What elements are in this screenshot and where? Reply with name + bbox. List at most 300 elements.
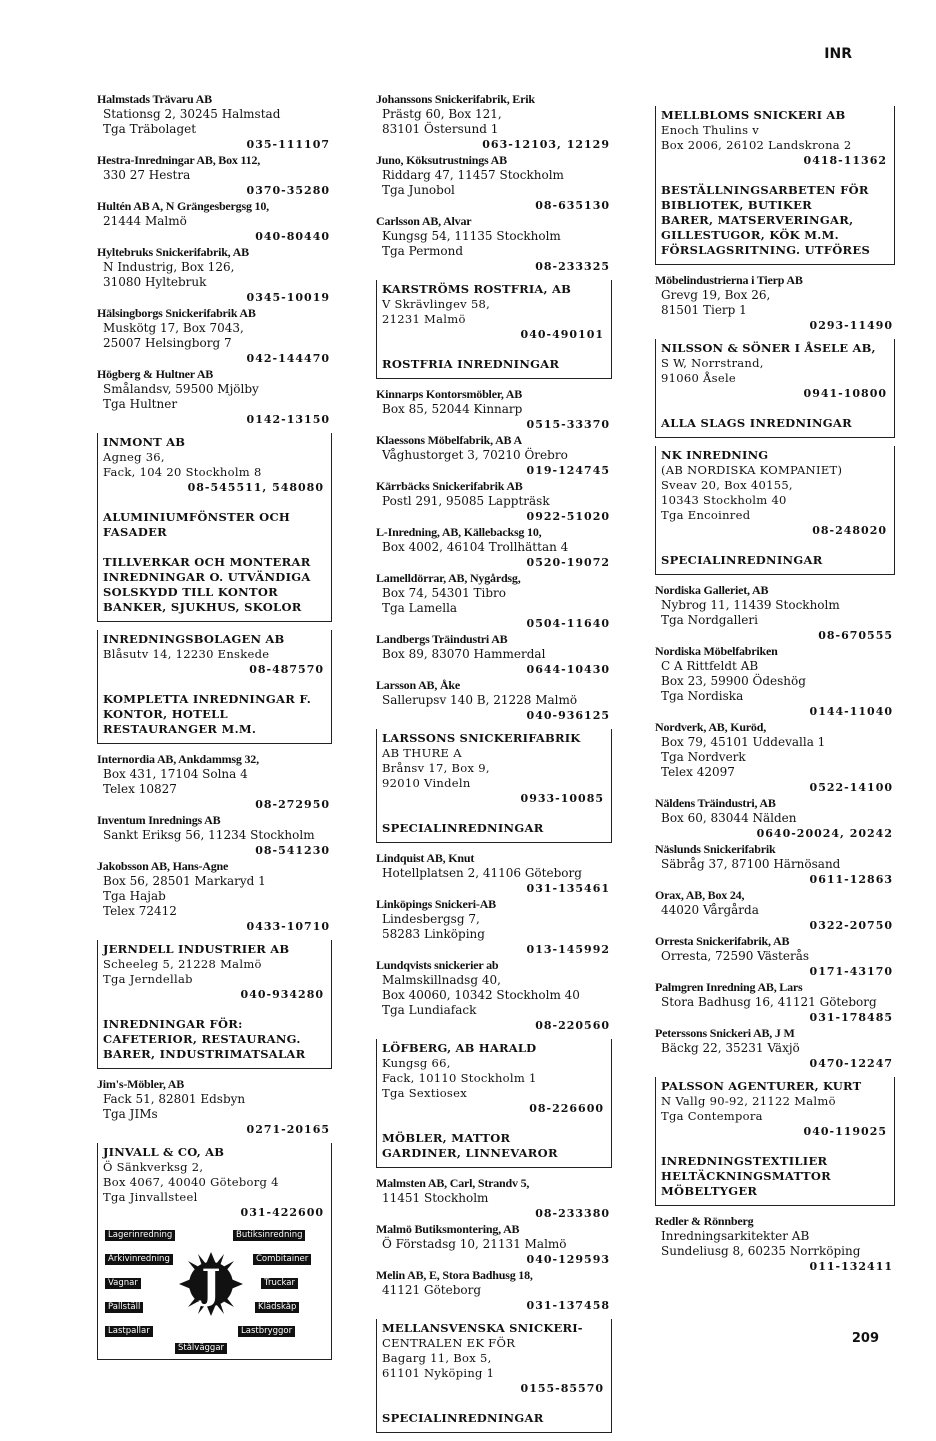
page-number: 209 (851, 1331, 879, 1346)
listing-line: Riddarg 47, 11457 Stockholm (382, 168, 564, 182)
advert-title: INREDNINGSBOLAGEN AB (103, 632, 285, 646)
listing-line: Muskötg 17, Box 7043, (103, 321, 244, 335)
listing-entry (97, 306, 332, 366)
advert-line: Fack, 10110 Stockholm 1 (382, 1071, 537, 1085)
advert-phone: 08-248020 (812, 524, 887, 537)
advert-text: KONTOR, HOTELL (103, 707, 228, 721)
listing-entry (376, 1222, 612, 1267)
listing-line: Box 85, 52044 Kinnarp (382, 402, 523, 416)
listing-name: Möbelindustrierna i Tierp AB (655, 273, 803, 287)
listing-name: Linköpings Snickeri-AB (376, 897, 496, 911)
advert-text: ALUMINIUMFÖNSTER OCH (103, 510, 291, 524)
logo-tag: Arkivinredning (105, 1254, 173, 1265)
listing-name: Malmsten AB, Carl, Strandv 5, (376, 1176, 530, 1190)
listing-phone: 0640-20024, 20242 (756, 827, 893, 840)
advert-title: INMONT AB (103, 435, 186, 449)
listing-line: N Industrig, Box 126, (103, 260, 235, 274)
listing-name: Nordiska Möbelfabriken (655, 644, 778, 658)
listing-phone: 0611-12863 (809, 873, 893, 886)
listing-line: Hotellplatsen 2, 41106 Göteborg (382, 866, 582, 880)
advert-line: Fack, 104 20 Stockholm 8 (103, 465, 262, 479)
listing-entry (376, 571, 612, 631)
advert-title: NK INREDNING (661, 448, 769, 462)
listing-phone: 0922-51020 (526, 510, 610, 523)
listing-line: Stationsg 2, 30245 Halmstad (103, 107, 281, 121)
listing-line: 81501 Tierp 1 (661, 303, 747, 317)
advert-box (97, 433, 332, 622)
advert-title: MELLBLOMS SNICKERI AB (661, 108, 846, 122)
listing-name: Palmgren Inredning AB, Lars (655, 980, 803, 994)
listing-phone: 0345-10019 (246, 291, 330, 304)
entries-group (655, 1214, 895, 1274)
advert-line: Kungsg 66, (382, 1056, 451, 1070)
logo-tag: Pallställ (105, 1302, 143, 1313)
listing-line: Tga Nordiska (661, 689, 744, 703)
listing-name: Peterssons Snickeri AB, J M (655, 1026, 795, 1040)
advert-text: SPECIALINREDNINGAR (661, 553, 823, 567)
spacer (661, 401, 889, 416)
listing-phone: 0644-10430 (526, 663, 610, 676)
listing-phone: 0520-19072 (526, 556, 610, 569)
listing-phone: 08-233380 (535, 1207, 610, 1220)
advert-line: S W, Norrstrand, (661, 356, 764, 370)
listing-entry (376, 1268, 612, 1313)
listing-line: Orresta, 72590 Västerås (661, 949, 810, 963)
logo-tag: Klädskåp (255, 1302, 299, 1313)
listing-line: Box 56, 28501 Markaryd 1 (103, 874, 266, 888)
spacer (661, 1139, 889, 1154)
entries-group (376, 92, 612, 274)
listing-line: Box 89, 83070 Hammerdal (382, 647, 546, 661)
spacer (103, 677, 326, 692)
listing-phone: 08-635130 (535, 199, 610, 212)
column-1 (97, 92, 332, 1368)
advert-text: SPECIALINREDNINGAR (382, 1411, 544, 1425)
advert-box (97, 630, 332, 744)
listing-line: 11451 Stockholm (382, 1191, 489, 1205)
listing-name: Näslunds Snickerifabrik (655, 842, 776, 856)
listing-phone: 08-233325 (535, 260, 610, 273)
entries-group (376, 387, 612, 723)
listing-phone: 042-144470 (246, 352, 330, 365)
listing-entry (376, 387, 612, 432)
entries-group (376, 1176, 612, 1313)
spacer (382, 1396, 606, 1411)
listing-line: Tga JIMs (103, 1107, 158, 1121)
advert-line: Brånsv 17, Box 9, (382, 761, 490, 775)
advert-phone: 0933-10085 (520, 792, 604, 805)
listing-name: Hyltebruks Snickerifabrik, AB (97, 245, 249, 259)
advert-text: ALLA SLAGS INREDNINGAR (661, 416, 852, 430)
listing-line: 31080 Hyltebruk (103, 275, 207, 289)
logo-tag: Lastbryggor (238, 1326, 295, 1337)
listing-entry (655, 583, 895, 643)
listing-entry (376, 632, 612, 677)
advert-line: Tga Jinvallsteel (103, 1190, 198, 1204)
listing-entry (97, 245, 332, 305)
advert-text: GILLESTUGOR, KÖK M.M. (661, 228, 839, 242)
listing-phone: 0370-35280 (246, 184, 330, 197)
listing-line: Tga Träbolaget (103, 122, 197, 136)
advert-box (655, 339, 895, 438)
advert-line: 92010 Vindeln (382, 776, 471, 790)
advert-line: Tga Contempora (661, 1109, 763, 1123)
listing-name: Nordiska Galleriet, AB (655, 583, 769, 597)
listing-entry (97, 752, 332, 812)
listing-name: Hälsingborgs Snickerifabrik AB (97, 306, 256, 320)
listing-phone: 011-132411 (809, 1260, 893, 1273)
listing-line: 41121 Göteborg (382, 1283, 482, 1297)
advert-box (655, 446, 895, 575)
listing-line: Box 79, 45101 Uddevalla 1 (661, 735, 826, 749)
listing-line: 25007 Helsingborg 7 (103, 336, 232, 350)
advert-text: MÖBELTYGER (661, 1184, 758, 1198)
listing-name: Kinnarps Kontorsmöbler, AB (376, 387, 523, 401)
listing-phone: 040-80440 (255, 230, 330, 243)
advert-line: V Skrävlingev 58, (382, 297, 491, 311)
listing-name: Orresta Snickerifabrik, AB (655, 934, 790, 948)
logo-tag: Butiksinredning (233, 1230, 305, 1241)
listing-line: Box 40060, 10342 Stockholm 40 (382, 988, 580, 1002)
entries-group (97, 752, 332, 934)
listing-line: Tga Lamella (382, 601, 458, 615)
advert-phone: 040-119025 (803, 1125, 887, 1138)
listing-entry (376, 479, 612, 524)
advert-line: Scheeleg 5, 21228 Malmö (103, 957, 262, 971)
listing-name: Orax, AB, Box 24, (655, 888, 745, 902)
listing-line: Malmskillnadsg 40, (382, 973, 501, 987)
spacer (103, 495, 326, 510)
listing-phone: 08-670555 (818, 629, 893, 642)
advert-phone: 031-422600 (240, 1206, 324, 1219)
advert-line: Tga Jerndellab (103, 972, 193, 986)
listing-line: Tga Junobol (382, 183, 455, 197)
listing-name: Internordia AB, Ankdammsg 32, (97, 752, 259, 766)
advert-text: GARDINER, LINNEVAROR (382, 1146, 558, 1160)
listing-line: 21444 Malmö (103, 214, 187, 228)
listing-line: Sallerupsv 140 B, 21228 Malmö (382, 693, 578, 707)
listing-line: Box 60, 83044 Nälden (661, 811, 797, 825)
listing-phone: 0142-13150 (246, 413, 330, 426)
listing-line: Box 23, 59900 Ödeshög (661, 674, 806, 688)
advert-line: 91060 Åsele (661, 371, 737, 385)
jinvall-logo (103, 1222, 326, 1357)
listing-phone: 019-124745 (526, 464, 610, 477)
advert-box (376, 280, 612, 379)
listing-phone: 0322-20750 (809, 919, 893, 932)
listing-line: Bäckg 22, 35231 Växjö (661, 1041, 800, 1055)
listing-phone: 0144-11040 (809, 705, 893, 718)
listing-phone: 031-135461 (526, 882, 610, 895)
listing-entry (655, 934, 895, 979)
listing-entry (97, 92, 332, 152)
spacer (103, 1002, 326, 1017)
listing-line: Tga Hajab (103, 889, 166, 903)
listing-name: Hultén AB A, N Grängesbergsg 10, (97, 199, 269, 213)
advert-phone: 0155-85570 (520, 1382, 604, 1395)
listing-name: Halmstads Trävaru AB (97, 92, 212, 106)
advert-box (376, 729, 612, 843)
advert-phone: 040-490101 (520, 328, 604, 341)
listing-phone: 013-145992 (526, 943, 610, 956)
logo-tag: Stålväggar (175, 1343, 227, 1354)
advert-text: ROSTFRIA INREDNINGAR (382, 357, 560, 371)
advert-phone: 08-487570 (249, 663, 324, 676)
listing-name: Jim's-Möbler, AB (97, 1077, 185, 1091)
listing-phone: 08-272950 (255, 798, 330, 811)
spacer (382, 806, 606, 821)
listing-line: Telex 42097 (661, 765, 735, 779)
listing-line: Stora Badhusg 16, 41121 Göteborg (661, 995, 877, 1009)
listing-entry (376, 1176, 612, 1221)
advert-line: Tga Sextiosex (382, 1086, 468, 1100)
listing-phone: 0271-20165 (246, 1123, 330, 1136)
listing-entry (655, 1214, 895, 1274)
spacer (382, 342, 606, 357)
advert-text: KOMPLETTA INREDNINGAR F. (103, 692, 312, 706)
spacer (661, 538, 889, 553)
advert-title: PALSSON AGENTURER, KURT (661, 1079, 862, 1093)
listing-entry (655, 720, 895, 795)
listing-entry (655, 980, 895, 1025)
advert-line: CENTRALEN EK FÖR (382, 1336, 516, 1350)
entries-group (376, 851, 612, 1033)
entries-group (655, 583, 895, 1071)
listing-name: Näldens Träindustri, AB (655, 796, 776, 810)
listing-entry (97, 859, 332, 934)
listing-line: Sundeliusg 8, 60235 Norrköping (661, 1244, 861, 1258)
listing-name: Redler & Rönnberg (655, 1214, 754, 1228)
listing-name: Lindquist AB, Knut (376, 851, 475, 865)
logo-tag: Truckar (261, 1278, 298, 1289)
logo-tag: Lagerinredning (105, 1230, 175, 1241)
listing-line: Postl 291, 95085 Lappträsk (382, 494, 550, 508)
logo-tag: Vagnar (105, 1278, 141, 1289)
listing-entry (376, 851, 612, 896)
column-2 (376, 92, 612, 1441)
advert-text: RESTAURANGER M.M. (103, 722, 257, 736)
entries-group (655, 273, 895, 333)
listing-entry (376, 678, 612, 723)
listing-name: Inventum Inrednings AB (97, 813, 221, 827)
advert-text: INREDNINGSTEXTILIER (661, 1154, 828, 1168)
listing-line: Ö Förstadsg 10, 21131 Malmö (382, 1237, 567, 1251)
listing-name: Melin AB, E, Stora Badhusg 18, (376, 1268, 533, 1282)
advert-line: Box 2006, 26102 Landskrona 2 (661, 138, 852, 152)
listing-line: Smålandsv, 59500 Mjölby (103, 382, 259, 396)
advert-text: INREDNINGAR FÖR: (103, 1017, 243, 1031)
listing-entry (97, 1077, 332, 1137)
advert-title: KARSTRÖMS ROSTFRIA, AB (382, 282, 571, 296)
advert-title: JERNDELL INDUSTRIER AB (103, 942, 290, 956)
listing-entry (97, 367, 332, 427)
advert-text: BESTÄLLNINGSARBETEN FÖR (661, 183, 869, 197)
listing-line: Telex 10827 (103, 782, 177, 796)
listing-name: Lamelldörrar, AB, Nygårdsg, (376, 571, 521, 585)
section-header: INR (824, 46, 852, 62)
listing-entry (97, 153, 332, 198)
advert-line: Enoch Thulins v (661, 123, 760, 137)
advert-box (655, 1077, 895, 1206)
listing-name: Hestra-Inredningar AB, Box 112, (97, 153, 261, 167)
listing-phone: 035-111107 (246, 138, 330, 151)
listing-name: Carlsson AB, Alvar (376, 214, 472, 228)
advert-line: Sveav 20, Box 40155, (661, 478, 793, 492)
advert-text: BANKER, SJUKHUS, SKOLOR (103, 600, 302, 614)
listing-line: Lindesbergsg 7, (382, 912, 480, 926)
advert-text: BIBLIOTEK, BUTIKER (661, 198, 813, 212)
advert-line: Blåsutv 14, 12230 Enskede (103, 647, 270, 661)
advert-box (97, 1143, 332, 1360)
listing-entry (376, 214, 612, 274)
advert-text: MÖBLER, MATTOR (382, 1131, 511, 1145)
advert-line: Ö Sänkverksg 2, (103, 1160, 204, 1174)
logo-tag: Combitainer (253, 1254, 311, 1265)
listing-phone: 0522-14100 (809, 781, 893, 794)
advert-text: FASADER (103, 525, 168, 539)
listing-line: Tga Lundiafack (382, 1003, 477, 1017)
advert-phone: 0418-11362 (803, 154, 887, 167)
listing-entry (376, 153, 612, 213)
advert-text: SOLSKYDD TILL KONTOR (103, 585, 279, 599)
listing-phone: 0293-11490 (809, 319, 893, 332)
listing-phone: 0433-10710 (246, 920, 330, 933)
advert-phone: 08-226600 (529, 1102, 604, 1115)
advert-box (97, 940, 332, 1069)
advert-line: Bagarg 11, Box 5, (382, 1351, 492, 1365)
listing-name: Jakobsson AB, Hans-Agne (97, 859, 229, 873)
listing-line: Grevg 19, Box 26, (661, 288, 771, 302)
listing-line: Box 431, 17104 Solna 4 (103, 767, 248, 781)
listing-line: C A Rittfeldt AB (661, 659, 759, 673)
entries-group (97, 1077, 332, 1137)
listing-entry (376, 92, 612, 152)
listing-line: Sankt Eriksg 56, 11234 Stockholm (103, 828, 315, 842)
advert-line: N Vallg 90-92, 21122 Malmö (661, 1094, 836, 1108)
listing-line: 44020 Vårgårda (661, 903, 759, 917)
listing-entry (655, 888, 895, 933)
advert-title: JINVALL & CO, AB (103, 1145, 225, 1159)
advert-text: CAFETERIOR, RESTAURANG. (103, 1032, 301, 1046)
entries-group (97, 92, 332, 427)
listing-line: Våghustorget 3, 70210 Örebro (382, 448, 568, 462)
listing-phone: 0515-33370 (526, 418, 610, 431)
listing-line: 330 27 Hestra (103, 168, 191, 182)
listing-name: Klaessons Möbelfabrik, AB A (376, 433, 522, 447)
listing-line: Box 74, 54301 Tibro (382, 586, 506, 600)
listing-phone: 031-178485 (809, 1011, 893, 1024)
advert-text: SPECIALINREDNINGAR (382, 821, 544, 835)
advert-title: LÖFBERG, AB HARALD (382, 1041, 537, 1055)
advert-text: BARER, MATSERVERINGAR, (661, 213, 854, 227)
advert-title: NILSSON & SÖNER I ÅSELE AB, (661, 341, 876, 355)
listing-line: Tga Hultner (103, 397, 178, 411)
listing-phone: 031-137458 (526, 1299, 610, 1312)
listing-line: Nybrog 11, 11439 Stockholm (661, 598, 840, 612)
listing-entry (376, 433, 612, 478)
listing-entry (97, 813, 332, 858)
listing-phone: 0470-12247 (809, 1057, 893, 1070)
listing-name: Högberg & Hultner AB (97, 367, 214, 381)
listing-name: Landbergs Träindustri AB (376, 632, 508, 646)
logo-tag: Lastpallar (105, 1326, 153, 1337)
listing-line: Tga Nordverk (661, 750, 746, 764)
advert-line: 61101 Nyköping 1 (382, 1366, 495, 1380)
listing-phone: 08-541230 (255, 844, 330, 857)
listing-line: Tga Permond (382, 244, 464, 258)
listing-line: 83101 Östersund 1 (382, 122, 499, 136)
advert-title: MELLANSVENSKA SNICKERI- (382, 1321, 583, 1335)
advert-line: 21231 Malmö (382, 312, 466, 326)
advert-box (376, 1039, 612, 1168)
advert-text: FÖRSLAGSRITNING. UTFÖRES (661, 243, 871, 257)
listing-line: Box 4002, 46104 Trollhättan 4 (382, 540, 569, 554)
listing-name: Kärrbäcks Snickerifabrik AB (376, 479, 523, 493)
column-3 (655, 92, 895, 1275)
logo-letter: J (201, 1261, 221, 1308)
advert-line: AB THURE A (382, 746, 462, 760)
listing-phone: 040-129593 (526, 1253, 610, 1266)
spacer (661, 168, 889, 183)
advert-text: BARER, INDUSTRIMATSALAR (103, 1047, 306, 1061)
listing-line: Kungsg 54, 11135 Stockholm (382, 229, 561, 243)
advert-phone: 0941-10800 (803, 387, 887, 400)
listing-line: Säbråg 37, 87100 Härnösand (661, 857, 841, 871)
spacer (103, 540, 326, 555)
listing-entry (376, 958, 612, 1033)
advert-title: LARSSONS SNICKERIFABRIK (382, 731, 581, 745)
advert-box (376, 1319, 612, 1433)
listing-line: Inredningsarkitekter AB (661, 1229, 810, 1243)
listing-entry (655, 273, 895, 333)
listing-name: L-Inredning, AB, Källebacksg 10, (376, 525, 542, 539)
listing-entry (655, 1026, 895, 1071)
advert-box (655, 106, 895, 265)
listing-entry (376, 897, 612, 957)
advert-text: TILLVERKAR OCH MONTERAR (103, 555, 311, 569)
listing-line: Telex 72412 (103, 904, 177, 918)
listing-entry (655, 842, 895, 887)
advert-text: INREDNINGAR O. UTVÄNDIGA (103, 570, 311, 584)
listing-phone: 040-936125 (526, 709, 610, 722)
listing-line: 58283 Linköping (382, 927, 485, 941)
listing-phone: 0504-11640 (526, 617, 610, 630)
listing-line: Tga Nordgalleri (661, 613, 758, 627)
advert-line: Tga Encoinred (661, 508, 751, 522)
listing-phone: 08-220560 (535, 1019, 610, 1032)
listing-entry (97, 199, 332, 244)
listing-name: Lundqvists snickerier ab (376, 958, 499, 972)
advert-line: (AB NORDISKA KOMPANIET) (661, 463, 843, 477)
advert-line: Box 4067, 40040 Göteborg 4 (103, 1175, 279, 1189)
listing-line: Fack 51, 82801 Edsbyn (103, 1092, 246, 1106)
spacer (382, 1116, 606, 1131)
advert-phone: 040-934280 (240, 988, 324, 1001)
listing-entry (655, 644, 895, 719)
listing-name: Johanssons Snickerifabrik, Erik (376, 92, 535, 106)
listing-entry (655, 796, 895, 841)
listing-name: Nordverk, AB, Kuröd, (655, 720, 767, 734)
advert-line: 10343 Stockholm 40 (661, 493, 787, 507)
advert-text: HELTÄCKNINGSMATTOR (661, 1169, 832, 1183)
listing-phone: 063-12103, 12129 (482, 138, 610, 151)
listing-phone: 0171-43170 (809, 965, 893, 978)
listing-name: Larsson AB, Åke (376, 678, 461, 692)
listing-entry (376, 525, 612, 570)
listing-name: Juno, Köksutrustnings AB (376, 153, 507, 167)
advert-line: Agneg 36, (103, 450, 165, 464)
listing-line: Prästg 60, Box 121, (382, 107, 502, 121)
